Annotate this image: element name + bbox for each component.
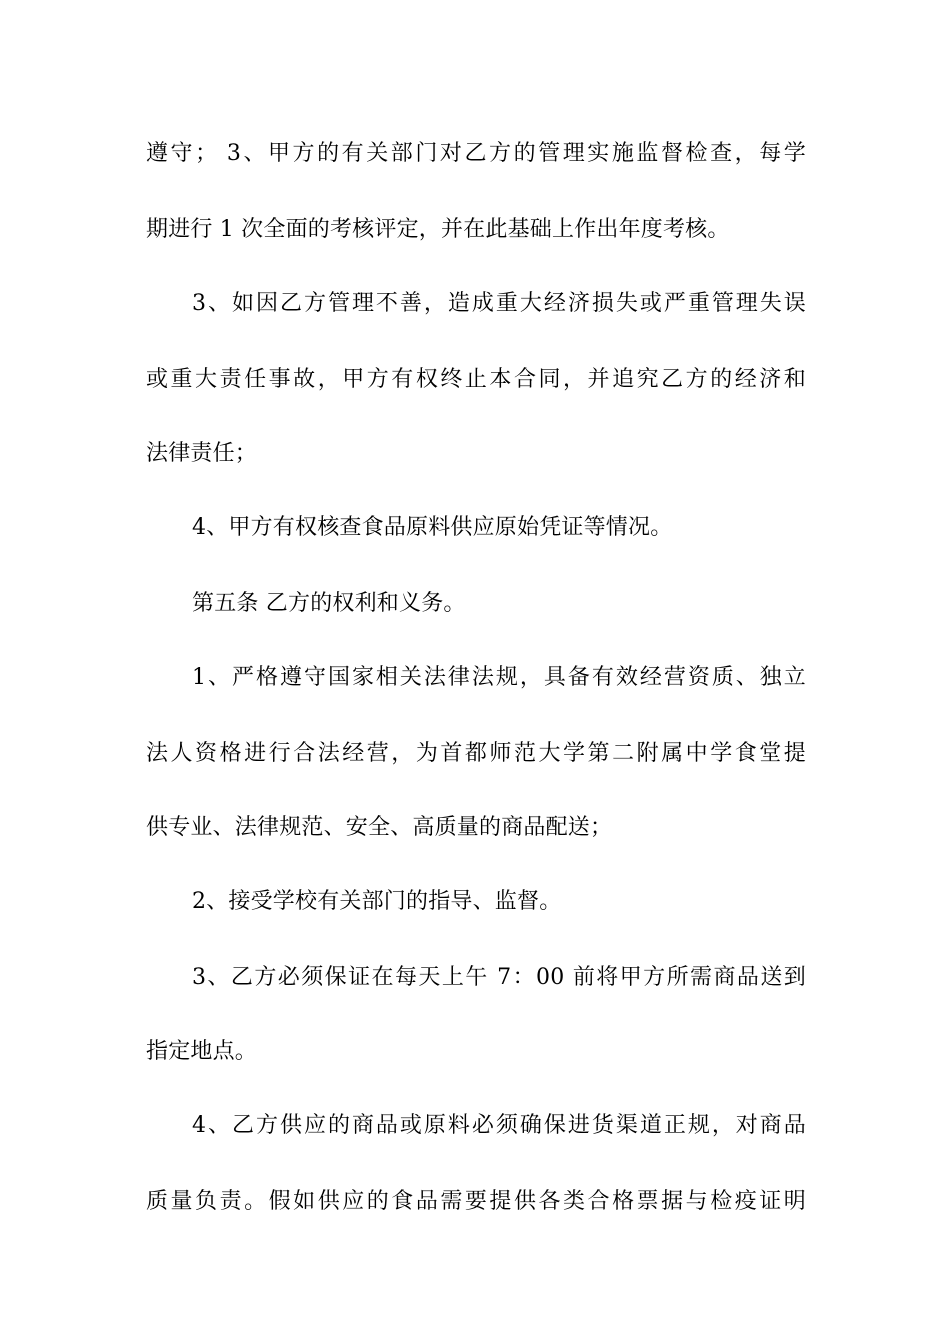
text-line-8: 1、严格遵守国家相关法律法规，具备有效经营资质、独立 [192,665,806,690]
text-line-11: 2、接受学校有关部门的指导、监督。 [192,889,562,914]
text-line-12: 3、乙方必须保证在每天上午 7：00 前将甲方所需商品送到 [192,965,806,990]
text-line-4: 或重大责任事故，甲方有权终止本合同，并追究乙方的经济和 [146,367,806,392]
text-line-5: 法律责任； [146,441,258,466]
text-line-9: 法人资格进行合法经营，为首都师范大学第二附属中学食堂提 [146,741,806,766]
text-line-6: 4、甲方有权核查食品原料供应原始凭证等情况。 [192,515,673,540]
section-heading-article-5: 第五条 乙方的权利和义务。 [192,591,466,616]
text-line-3: 3、如因乙方管理不善，造成重大经济损失或严重管理失误 [192,291,806,316]
text-line-15: 质量负责。假如供应的食品需要提供各类合格票据与检疫证明 [146,1189,806,1214]
text-line-1: 遵守； 3、甲方的有关部门对乙方的管理实施监督检查，每学 [146,141,806,166]
text-line-13: 指定地点。 [146,1039,258,1064]
text-line-10: 供专业、法律规范、安全、高质量的商品配送； [146,815,613,840]
text-line-14: 4、乙方供应的商品或原料必须确保进货渠道正规，对商品 [192,1113,806,1138]
text-line-2: 期进行 1 次全面的考核评定，并在此基础上作出年度考核。 [146,217,730,242]
